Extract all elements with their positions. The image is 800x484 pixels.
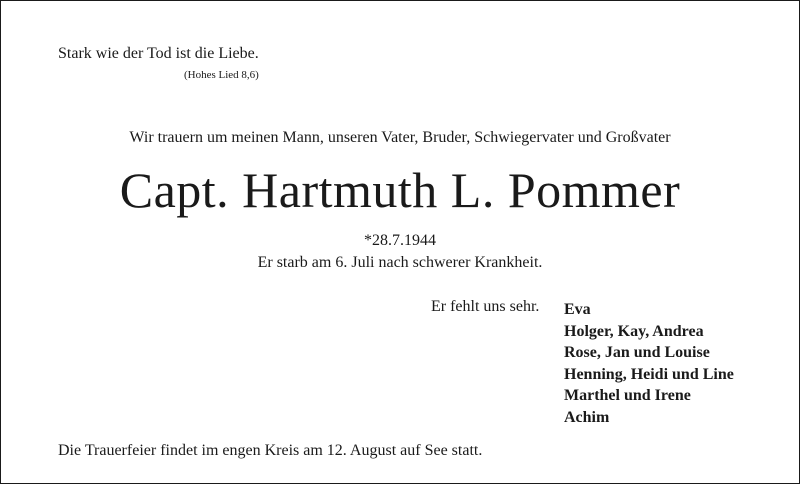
mourner-line: Holger, Kay, Andrea bbox=[564, 322, 704, 340]
quote-source: (Hohes Lied 8,6) bbox=[184, 69, 259, 81]
mourner-line: Henning, Heidi und Line bbox=[564, 365, 734, 383]
mourner-line: Achim bbox=[564, 408, 610, 426]
mourning-intro: Wir trauern um meinen Mann, unseren Vater, Bruder, Schwiegervater und Großvater bbox=[129, 129, 671, 146]
deceased-name: Capt. Hartmuth L. Pommer bbox=[119, 162, 681, 218]
birth-date: *28.7.1944 bbox=[364, 232, 436, 249]
funeral-info: Die Trauerfeier findet im engen Kreis am 12. August auf See statt. bbox=[58, 442, 483, 459]
missed-text: Er fehlt uns sehr. bbox=[431, 298, 540, 315]
mourner-line: Eva bbox=[564, 301, 591, 318]
mourners-list bbox=[564, 299, 734, 428]
bible-quote: Stark wie der Tod ist die Liebe. bbox=[58, 45, 259, 62]
mourner-line: Rose, Jan und Louise bbox=[564, 344, 710, 361]
death-notice: Er starb am 6. Juli nach schwerer Krankheit. bbox=[257, 254, 543, 271]
mourner-line: Marthel und Irene bbox=[564, 387, 691, 404]
